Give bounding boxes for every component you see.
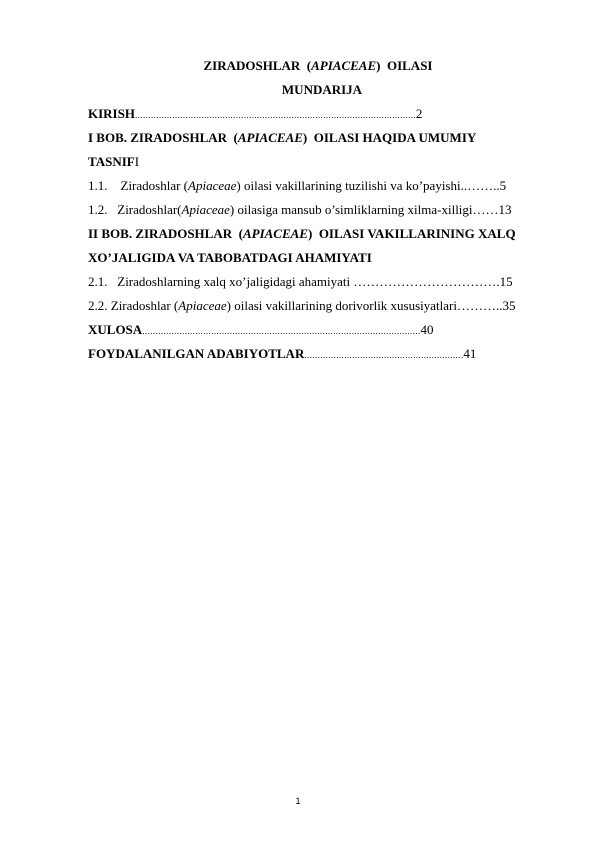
toc-entry-bob2-line1 (88, 226, 516, 242)
toc-kirish-dots: .......................................................................................................... (134, 110, 416, 120)
toc-2-2-post: ) oilasi vakillarining dorivorlik xususiyatlari……….. (226, 298, 503, 313)
toc-bob2-italic: APIACEAE (242, 226, 308, 241)
toc-adabiyotlar-label: FOYDALANILGAN ADABIYOTLAR (88, 346, 305, 361)
title-italic: APIACEAE (311, 58, 377, 73)
toc-heading: MUNDARIJA (281, 82, 363, 97)
toc-2-2-italic: Apiaceae (178, 298, 227, 313)
document-title (20, 58, 596, 74)
toc-1-2-italic: Apiaceae (181, 202, 230, 217)
toc-1-1-italic: Apiaceae (188, 178, 237, 193)
toc-1-1-page: 5 (499, 178, 507, 193)
toc-1-2-pre: Ziradoshlar( (117, 202, 182, 217)
toc-entry-adabiyotlar (88, 346, 476, 363)
toc-bob1-post: ) OILASI HAQIDA UMUMIY (302, 130, 477, 145)
toc-1-1-pre: Ziradoshlar ( (120, 178, 189, 193)
toc-bob1-pre: I BOB. ZIRADOSHLAR ( (88, 130, 238, 145)
toc-bob1-tasnif-tail: I (134, 154, 140, 169)
toc-adabiyotlar-page: 41 (463, 346, 477, 361)
toc-bob1-tasnif: TASNIF (88, 154, 135, 169)
toc-entry-1-1 (88, 178, 506, 194)
toc-1-2-number: 1.2. (88, 202, 118, 217)
toc-entry-kirish (88, 106, 422, 123)
toc-2-1-text: Ziradoshlarning xalq xo’jaligidagi ahamiyati ……………………………. (117, 274, 500, 289)
toc-adabiyotlar-dots: ............................................................ (304, 350, 464, 360)
page-number: 1 (295, 796, 301, 806)
toc-entry-xulosa (88, 322, 434, 339)
toc-entry-bob2-line2: XO’JALIGIDA VA TABOBATDAGI AHAMIYATI (88, 250, 372, 265)
toc-1-2-post: ) oilasiga mansub o’simliklarning xilma-xilligi…… (229, 202, 499, 217)
title-post: ) OILASI (376, 58, 433, 73)
toc-xulosa-dots: ......................................................................................................... (142, 326, 421, 336)
toc-xulosa-label: XULOSA (88, 322, 143, 337)
toc-kirish-label: KIRISH (88, 106, 135, 121)
title-pre: ZIRADOSHLAR ( (203, 58, 312, 73)
toc-bob1-italic: APIACEAE (237, 130, 303, 145)
toc-entry-1-2 (88, 202, 512, 218)
toc-1-1-post: ) oilasi vakillarining tuzilishi va ko’payishi..…….. (236, 178, 500, 193)
toc-1-2-page: 13 (498, 202, 512, 217)
toc-1-1-number: 1.1. (88, 178, 121, 193)
toc-2-1-number: 2.1. (88, 274, 118, 289)
toc-kirish-page: 2 (415, 106, 423, 121)
toc-entry-bob1-line2 (88, 154, 139, 170)
toc-bob2-pre: II BOB. ZIRADOSHLAR ( (88, 226, 243, 241)
toc-entry-bob1-line1 (88, 130, 476, 146)
toc-bob2-post: ) OILASI VAKILLARINING XALQ (307, 226, 516, 241)
toc-xulosa-page: 40 (420, 322, 434, 337)
toc-entry-2-2 (88, 298, 516, 314)
toc-2-2-pre: 2.2. Ziradoshlar ( (88, 298, 179, 313)
toc-2-2-page: 35 (502, 298, 516, 313)
toc-entry-2-1 (88, 274, 513, 290)
toc-2-1-page: 15 (499, 274, 513, 289)
